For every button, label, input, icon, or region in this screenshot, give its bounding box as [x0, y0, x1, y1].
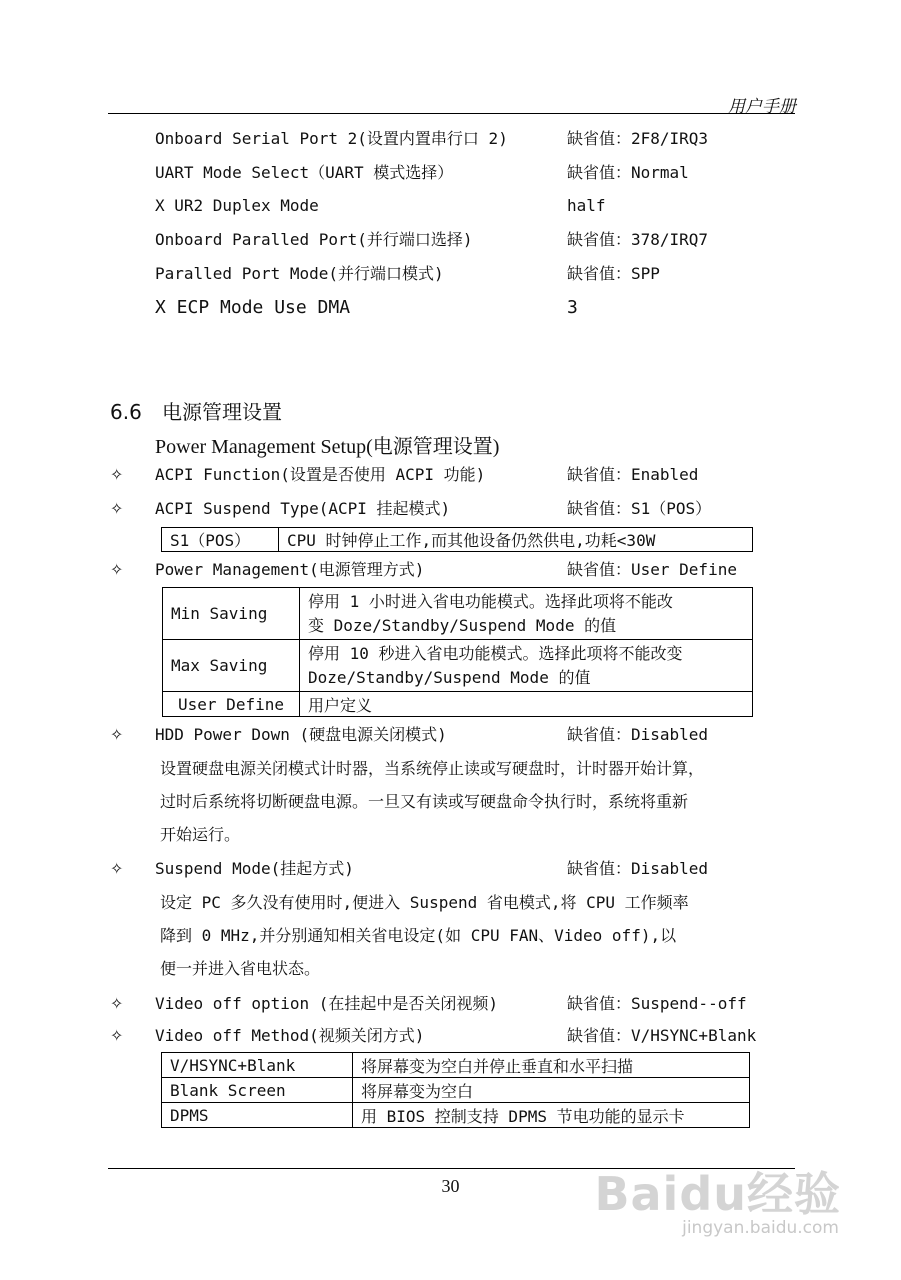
bullet-icon: ✧: [110, 560, 124, 579]
setting-name: Onboard Paralled Port(并行端口选择): [155, 230, 473, 249]
table-cell: 将屏幕变为空白并停止垂直和水平扫描: [353, 1053, 750, 1078]
table-cell: CPU 时钟停止工作,而其他设备仍然供电,功耗<30W: [279, 528, 753, 552]
table-cell: Blank Screen: [162, 1078, 353, 1103]
hdd-description: [160, 752, 704, 851]
suspend-description: [160, 886, 689, 985]
setting-default: 缺省值：Normal: [567, 163, 689, 182]
table-cell: Max Saving: [163, 640, 300, 692]
section-number: 6.6: [110, 400, 142, 424]
paragraph-line: 便一并进入省电状态。: [160, 959, 321, 978]
setting-name: Power Management(电源管理方式): [155, 560, 425, 579]
paragraph-line: 设置硬盘电源关闭模式计时器，当系统停止读或写硬盘时，计时器开始计算，: [160, 759, 705, 778]
setting-row: [155, 1025, 795, 1047]
setting-default: 缺省值：378/IRQ7: [567, 230, 709, 249]
setting-name: UART Mode Select（UART 模式选择）: [155, 163, 454, 182]
paragraph-line: 降到 0 MHz,并分别通知相关省电设定(如 CPU FAN、Video off),以: [160, 926, 677, 945]
setting-row: [155, 498, 795, 520]
setting-row: [155, 464, 795, 486]
setting-row: [155, 263, 795, 285]
setting-default: 缺省值：Suspend--off: [567, 994, 747, 1013]
setting-row: [155, 724, 795, 746]
setting-default: 缺省值：User Define: [567, 560, 737, 579]
page-number: 30: [441, 1176, 460, 1196]
setting-default: 缺省值：Disabled: [567, 725, 709, 744]
bullet-icon: ✧: [110, 465, 124, 484]
setting-default: 缺省值：Enabled: [567, 465, 699, 484]
table-cell: Min Saving: [163, 588, 300, 640]
setting-row: [155, 162, 795, 184]
section-title: 电源管理设置: [162, 400, 282, 424]
table-cell: 用户定义: [300, 692, 753, 717]
bullet-icon: ✧: [110, 859, 124, 878]
header-rule: [108, 113, 795, 114]
setting-default: half: [567, 196, 606, 215]
section-heading: [110, 396, 282, 425]
table-row: [162, 1078, 750, 1103]
bullet-icon: ✧: [110, 499, 124, 518]
setting-row: [155, 128, 795, 150]
table-row: [163, 588, 753, 640]
paragraph-line: 过时后系统将切断硬盘电源。一旦又有读或写硬盘命令执行时，系统将重新: [160, 792, 689, 811]
cell-line: 停用 1 小时进入省电功能模式。选择此项将不能改: [308, 591, 673, 611]
bullet-icon: ✧: [110, 725, 124, 744]
setting-name: Suspend Mode(挂起方式): [155, 859, 354, 878]
table-row: [163, 692, 753, 717]
setting-name: ACPI Suspend Type(ACPI 挂起模式): [155, 499, 451, 518]
setting-name: HDD Power Down (硬盘电源关闭模式): [155, 725, 447, 744]
paragraph-line: 开始运行。: [160, 825, 241, 844]
table-cell: S1（POS）: [162, 528, 279, 552]
table-cell: DPMS: [162, 1103, 353, 1128]
setting-name: Paralled Port Mode(并行端口模式): [155, 264, 444, 283]
setting-name: Onboard Serial Port 2(设置内置串行口 2): [155, 129, 508, 148]
table-row: [163, 640, 753, 692]
table-cell: User Define: [163, 692, 300, 717]
watermark-url: jingyan.baidu.com: [682, 1218, 839, 1238]
table-cell: V/HSYNC+Blank: [162, 1053, 353, 1078]
table-row: [162, 528, 753, 552]
section-subtitle: Power Management Setup(电源管理设置): [155, 436, 500, 458]
paragraph-line: 设定 PC 多久没有使用时,便进入 Suspend 省电模式,将 CPU 工作频率: [160, 893, 689, 912]
setting-name: X ECP Mode Use DMA: [155, 297, 351, 318]
cell-line: 停用 10 秒进入省电功能模式。选择此项将不能改变: [308, 643, 683, 663]
setting-row: [155, 559, 795, 581]
table-cell: 将屏幕变为空白: [353, 1078, 750, 1103]
running-header: 用户手册: [728, 97, 796, 117]
setting-row: [155, 297, 795, 319]
table-row: [162, 1053, 750, 1078]
table-cell: [300, 588, 753, 640]
power-management-table: [162, 587, 753, 717]
setting-row: [155, 195, 795, 217]
setting-default: 缺省值：V/HSYNC+Blank: [567, 1026, 757, 1045]
setting-default: 缺省值：SPP: [567, 264, 660, 283]
acpi-suspend-table: [161, 527, 753, 552]
bullet-icon: ✧: [110, 1026, 124, 1045]
setting-row: [155, 229, 795, 251]
table-cell: [300, 640, 753, 692]
setting-default: 3: [567, 297, 578, 318]
watermark-logo: Baidu经验: [594, 1167, 841, 1221]
setting-row: [155, 993, 795, 1015]
cell-line: Doze/Standby/Suspend Mode 的值: [308, 667, 591, 687]
cell-line: 变 Doze/Standby/Suspend Mode 的值: [308, 615, 617, 635]
setting-name: ACPI Function(设置是否使用 ACPI 功能): [155, 465, 486, 484]
table-row: [162, 1103, 750, 1128]
table-cell: 用 BIOS 控制支持 DPMS 节电功能的显示卡: [353, 1103, 750, 1128]
setting-default: 缺省值：Disabled: [567, 859, 709, 878]
setting-default: 缺省值：S1（POS）: [567, 499, 712, 518]
setting-name: X UR2 Duplex Mode: [155, 196, 319, 215]
setting-default: 缺省值：2F8/IRQ3: [567, 129, 709, 148]
setting-row: [155, 858, 795, 880]
bullet-icon: ✧: [110, 994, 124, 1013]
setting-name: Video off option (在挂起中是否关闭视频): [155, 994, 499, 1013]
setting-name: Video off Method(视频关闭方式): [155, 1026, 425, 1045]
video-method-table: [161, 1052, 750, 1128]
